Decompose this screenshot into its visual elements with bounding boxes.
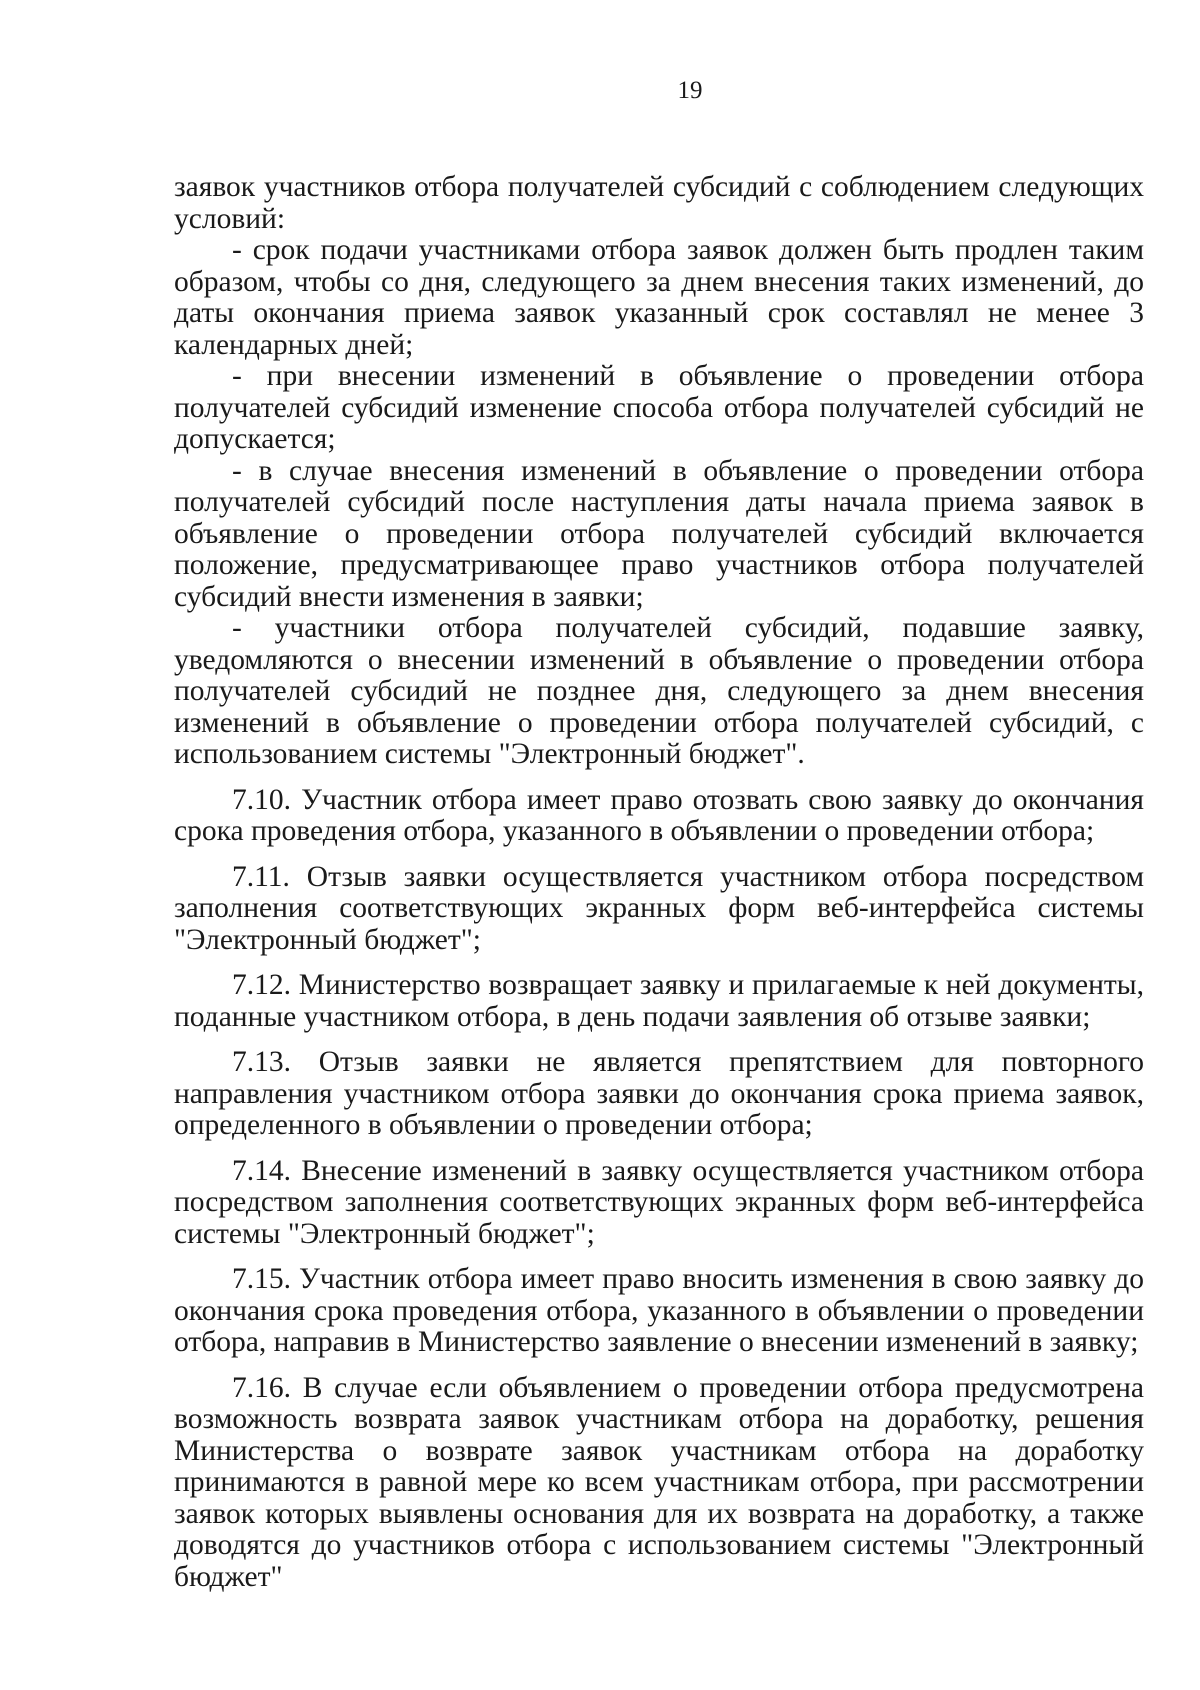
paragraph-method-change: - при внесении изменений в объявление о проведении отбора получателей субсидий изменение способа отбора получателей субсидий не допускается; (174, 360, 1144, 455)
document-body (174, 172, 1144, 1593)
page-number: 19 (677, 77, 703, 104)
paragraph-7-12: 7.12. Министерство возвращает заявку и прилагаемые к ней документы, поданные участником отбора, в день подачи заявления об отзыве заявки; (174, 969, 1144, 1033)
paragraph-7-15: 7.15. Участник отбора имеет право вносить изменения в свою заявку до окончания срока проведения отбора, указанного в объявлении о проведении отбора, направив в Министерство заявление о внесении изменений в заявку; (174, 1263, 1144, 1358)
paragraph-notification: - участники отбора получателей субсидий, подавшие заявку, уведомляются о внесении изменений в объявление о проведении отбора получателей субсидий не позднее дня, следующего за днем внесения изменений в объявление о проведении отбора получателей субсидий, с использованием системы "Электронный бюджет". (174, 612, 1144, 770)
paragraph-7-16: 7.16. В случае если объявлением о проведении отбора предусмотрена возможность возврата заявок участникам отбора на доработку, решения Министерства о возврате заявок участникам отбора на доработку принимаются в равной мере ко всем участникам отбора, при рассмотрении заявок которых выявлены основания для их возврата на доработку, а также доводятся до участников отбора с использованием системы "Электронный бюджет" (174, 1371, 1144, 1593)
paragraph-7-14: 7.14. Внесение изменений в заявку осуществляется участником отбора посредством заполнения соответствующих экранных форм веб-интерфейса системы "Электронный бюджет"; (174, 1154, 1144, 1250)
paragraph-7-10: 7.10. Участник отбора имеет право отозвать свою заявку до окончания срока проведения отбора, указанного в объявлении о проведении отбора; (174, 783, 1144, 847)
paragraph-deadline-extension: - срок подачи участниками отбора заявок должен быть продлен таким образом, чтобы со дня, следующего за днем внесения таких изменений, до даты окончания приема заявок указанный срок составлял не менее 3 календарных дней; (174, 234, 1144, 361)
paragraph-continued: заявок участников отбора получателей субсидий с соблюдением следующих условий: (174, 171, 1144, 235)
paragraph-after-start: - в случае внесения изменений в объявление о проведении отбора получателей субсидий после наступления даты начала приема заявок в объявление о проведении отбора получателей субсидий включается положение, предусматривающее право участников отбора получателей субсидий внести изменения в заявки; (174, 454, 1144, 613)
paragraph-7-13: 7.13. Отзыв заявки не является препятствием для повторного направления участником отбора заявки до окончания срока приема заявок, определенного в объявлении о проведении отбора; (174, 1046, 1144, 1141)
paragraph-7-11: 7.11. Отзыв заявки осуществляется участником отбора посредством заполнения соответствующих экранных форм веб-интерфейса системы "Электронный бюджет"; (174, 860, 1144, 956)
